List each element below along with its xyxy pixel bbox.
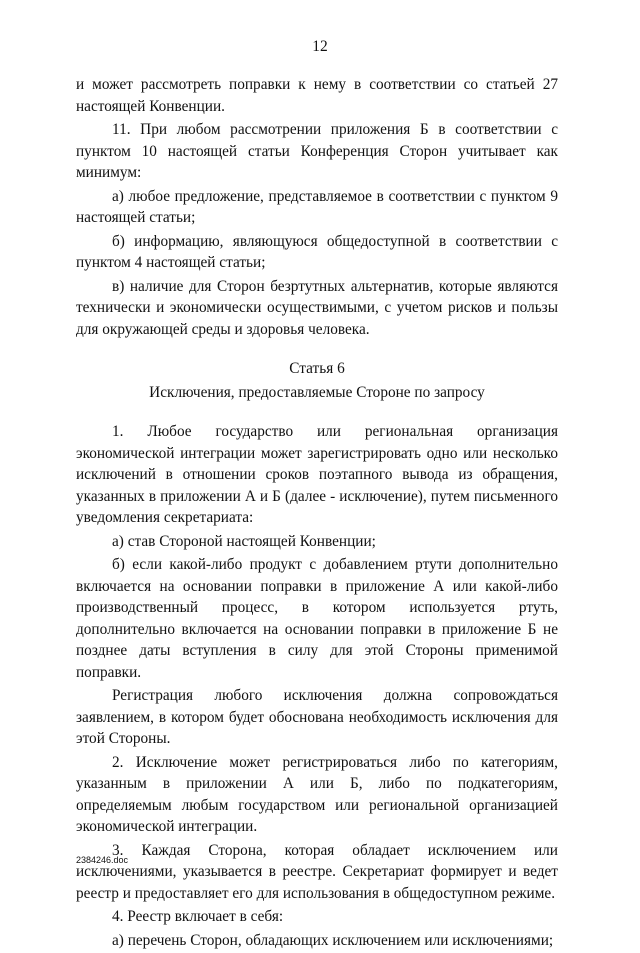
paragraph: 2. Исключение может регистрироваться либо по категориям, указанным в приложении А или Б, либо по подкатегориям, определяемым любым государством или региональной организацией экономической интеграции.	[76, 753, 558, 835]
paragraph: 3. Каждая Сторона, которая обладает исключением или исключениями, указывается в реестре. Секретариат формирует и ведет реестр и предоставляет его для использования в общедоступном режиме.	[76, 841, 558, 902]
paragraph: и может рассмотреть поправки к нему в соответствии со статьей 27 настоящей Конвенции.	[76, 76, 558, 115]
article-number: Статья 6	[289, 360, 345, 377]
article-title: Исключения, предоставляемые Стороне по запросу	[149, 383, 485, 401]
paragraph: а) став Стороной настоящей Конвенции;	[112, 532, 376, 550]
paragraph: б) информацию, являющуюся общедоступной в соответствии с пунктом 4 настоящей статьи;	[76, 232, 558, 271]
paragraph: Регистрация любого исключения должна сопровождаться заявлением, в котором будет обоснована необходимость исключения для этой Стороны.	[76, 687, 558, 747]
paragraph: б) если какой-либо продукт с добавлением ртути дополнительно включается на основании поправки в приложение А или какой-либо производственный процесс, в котором используется ртуть, дополнительно включается на основании поправки в приложение Б не позднее даты вступления в силу для этой Стороны применимой поправки.	[76, 556, 558, 681]
page-number: 12	[312, 38, 328, 55]
paragraph: в) наличие для Сторон безртутных альтернатив, которые являются технически и экономически осуществимыми, с учетом рисков и пользы для окружающей среды и здоровья человека.	[76, 277, 558, 338]
paragraph: а) любое предложение, представляемое в соответствии с пунктом 9 настоящей статьи;	[76, 187, 558, 226]
paragraph: 1. Любое государство или региональная организация экономической интеграции может зарегистрировать одно или несколько исключений в отношении сроков поэтапного вывода из обращения, указанных в приложении А и Б (далее - исключение), путем письменного уведомления секретариата:	[76, 423, 558, 526]
paragraph: 4. Реестр включает в себя:	[112, 908, 284, 925]
paragraph: а) перечень Сторон, обладающих исключением или исключениями;	[112, 931, 554, 949]
file-name-footer: 2384246.doc	[76, 855, 129, 865]
document-body	[76, 74, 558, 953]
paragraph: 11. При любом рассмотрении приложения Б в соответствии с пунктом 10 настоящей статьи Конференция Сторон учитывает как минимум:	[76, 121, 558, 181]
